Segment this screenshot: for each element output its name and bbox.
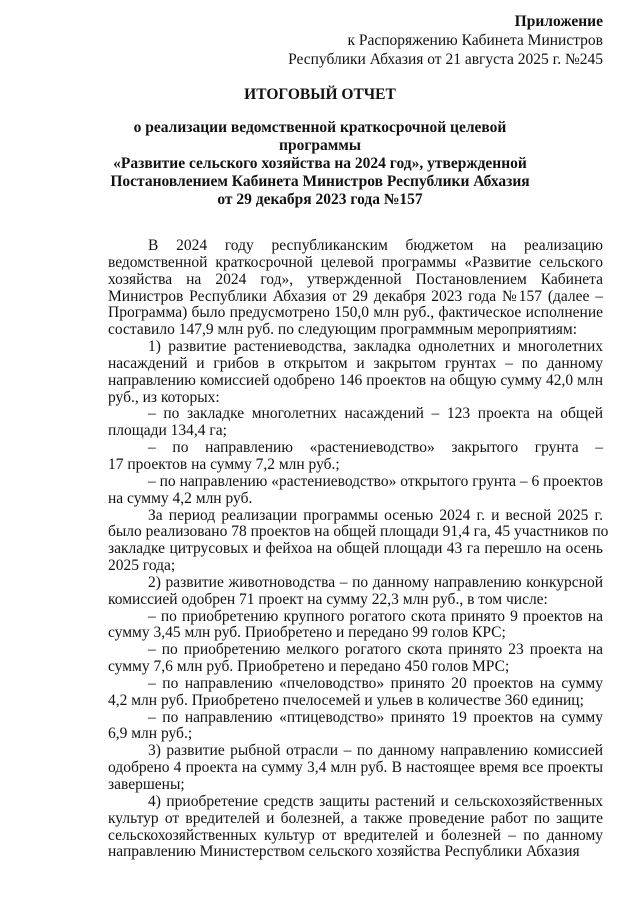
- paragraph: [108, 339, 603, 406]
- paragraph-line: – по закладке многолетних насаждений – 123 проекта на общей: [148, 405, 603, 423]
- paragraph-line: сумму 3,45 млн руб. Приобретено и передано 99 голов КРС;: [108, 624, 506, 642]
- paragraph: [108, 440, 603, 474]
- paragraph-line: сумму 7,6 млн руб. Приобретено и передано 450 голов МРС;: [108, 658, 510, 676]
- paragraph-line: – по направлению «птицеводство» принято 19 проектов на сумму: [148, 708, 603, 726]
- subtitle-line: «Развитие сельского хозяйства на 2024 год», утвержденной: [113, 155, 527, 172]
- appendix-header: [288, 12, 603, 69]
- paragraph-line: – по приобретению крупного рогатого скота принято 9 проектов на: [148, 607, 603, 625]
- paragraph: [108, 710, 603, 744]
- paragraph-line: направлению комиссией одобрено 146 проектов на общую сумму 42,0 млн: [108, 371, 603, 389]
- paragraph-line: Министров Республики Абхазия от 29 декабря 2023 года №157 (далее –: [108, 287, 603, 305]
- paragraph-line: закладке цитрусовых и фейхоа на общей площади 43 га перешло на осень: [108, 540, 603, 558]
- paragraph: [108, 743, 603, 794]
- paragraph-line: хозяйства на 2024 год», утвержденной Постановлением Кабинета: [108, 270, 603, 288]
- paragraph-line: руб., из которых:: [108, 388, 220, 406]
- paragraph-line: – по приобретению мелкого рогатого скота принято 23 проекта на: [148, 641, 603, 659]
- appendix-line-2: Республики Абхазия от 21 августа 2025 г. №245: [288, 51, 603, 68]
- paragraph: [108, 575, 603, 609]
- paragraph-line: – по направлению «пчеловодство» принято 20 проектов на сумму: [148, 674, 603, 692]
- paragraph-line: ведомственной краткосрочной целевой программы «Развитие сельского: [108, 253, 603, 271]
- paragraph-line: насаждений и грибов в открытом и закрытом грунтах – по данному: [108, 354, 603, 372]
- paragraph: [108, 406, 603, 440]
- paragraph-line: на сумму 4,2 млн руб.: [108, 489, 253, 507]
- paragraph-line: 4) приобретение средств защиты растений и сельскохозяйственных: [148, 792, 603, 810]
- paragraph-line: комиссией одобрен 71 проект на сумму 22,3 млн руб., в том числе:: [108, 590, 548, 608]
- paragraph-line: завершены;: [108, 776, 185, 793]
- subtitle-line: Постановлением Кабинета Министров Республики Абхазия: [110, 173, 530, 190]
- document-body: [108, 237, 609, 861]
- paragraph-line: 1) развитие растениеводства, закладка однолетних и многолетних: [148, 338, 603, 356]
- paragraph-line: В 2024 году республиканским бюджетом на реализацию: [148, 237, 603, 254]
- paragraph: [108, 794, 603, 861]
- paragraph: [108, 642, 603, 676]
- paragraph-line: составило 147,9 млн руб. по следующим программным мероприятиям:: [108, 321, 578, 339]
- subtitle-line: от 29 декабря 2023 года №157: [217, 191, 423, 208]
- paragraph: [108, 506, 609, 575]
- paragraph-line: сельскохозяйственных культур от вредителей и болезней – по данному: [108, 826, 603, 844]
- document-subtitle: [100, 119, 540, 209]
- paragraph: [108, 474, 603, 508]
- paragraph-line: 17 проектов на сумму 7,2 млн руб.;: [108, 455, 340, 473]
- paragraph: [108, 238, 603, 339]
- paragraph-line: 6,9 млн руб.;: [108, 725, 193, 743]
- paragraph-line: 2025 года;: [108, 557, 176, 575]
- paragraph-line: За период реализации программы осенью 2024 г. и весной 2025 г.: [148, 506, 603, 524]
- subtitle-line: о реализации ведомственной краткосрочной целевой программы: [133, 119, 507, 154]
- paragraph-line: было реализовано 78 проектов на общей площади 91,4 га, 45 участников по: [108, 523, 609, 541]
- paragraph-line: культур от вредителей и болезней, а также проведение работ по защите: [108, 809, 603, 827]
- paragraph-line: 3) развитие рыбной отрасли – по данному направлению комиссией: [148, 742, 603, 760]
- paragraph-line: – по направлению «растениеводство» открытого грунта – 6 проектов: [148, 472, 603, 490]
- paragraph-line: площади 134,4 га;: [108, 422, 227, 440]
- appendix-line-1: к Распоряжению Кабинета Министров: [347, 32, 603, 49]
- appendix-label: Приложение: [514, 13, 603, 30]
- paragraph-line: – по направлению «растениеводство» закрытого грунта –: [148, 439, 603, 457]
- paragraph: [108, 609, 603, 643]
- document-title: ИТОГОВЫЙ ОТЧЕТ: [244, 86, 396, 103]
- paragraph-line: направлению Министерством сельского хозяйства Республики Абхазия: [108, 843, 580, 861]
- paragraph-line: 2) развитие животноводства – по данному направлению конкурсной: [148, 573, 603, 591]
- paragraph-line: 4,2 млн руб. Приобретено пчелосемей и ульев в количестве 360 единиц;: [108, 691, 584, 709]
- paragraph-line: одобрено 4 проекта на сумму 3,4 млн руб. В настоящее время все проекты: [108, 759, 603, 777]
- paragraph: [108, 676, 603, 710]
- paragraph-line: Программа) было предусмотрено 150,0 млн руб., фактическое исполнение: [108, 304, 603, 322]
